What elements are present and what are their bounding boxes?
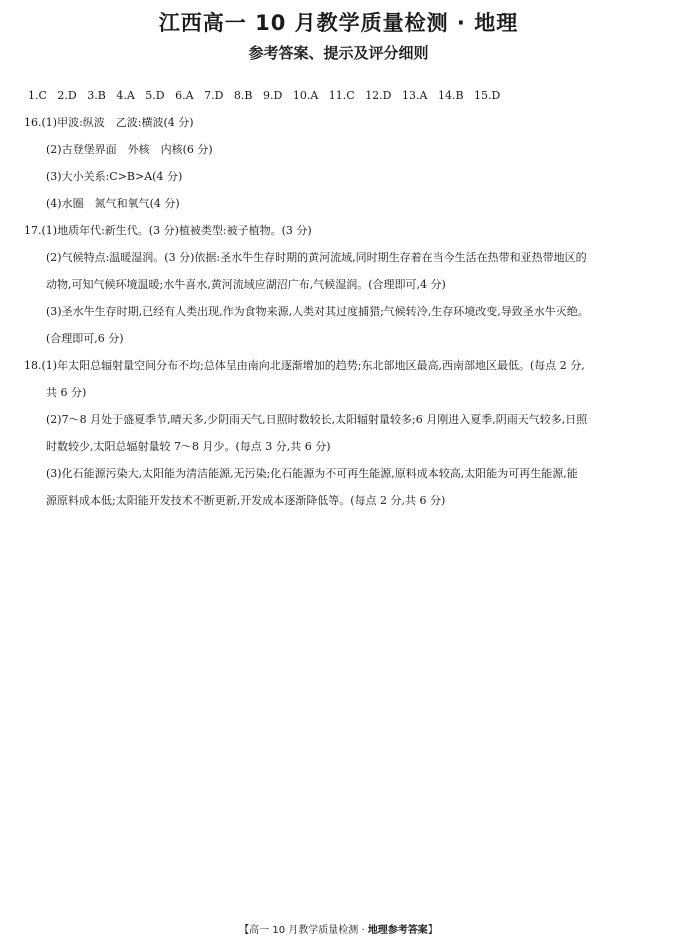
q18-part3-cont: 源原料成本低;太阳能开发技术不断更新,开发成本逐渐降低等。(每点 2 分,共 6 分): [46, 494, 446, 507]
page-footer: [0, 924, 677, 938]
q16-part2: (2)古登堡界面 外核 内核(6 分): [46, 143, 213, 156]
mc-answer: 11.C: [328, 89, 355, 102]
mc-answer: 5.D: [145, 89, 165, 102]
footer-bold: 地理参考答案: [367, 925, 428, 936]
mc-answer: 2.D: [57, 89, 77, 102]
q17-part2-cont: 动物,可知气候环境温暖;水牛喜水,黄河流域应湖沼广布,气候湿润。(合理即可,4 分): [46, 278, 446, 291]
footer-left: 【高一 10 月教学质量检测 ·: [239, 925, 368, 936]
mc-answer: 10.A: [292, 89, 319, 102]
mc-answer: 13.A: [402, 89, 428, 102]
multiple-choice-answers: [28, 88, 507, 104]
mc-answer: 12.D: [365, 89, 392, 102]
mc-answer: 15.D: [474, 89, 501, 102]
q16-part3: (3)大小关系:C>B>A(4 分): [46, 170, 183, 183]
page-subtitle: 参考答案、提示及评分细则: [248, 44, 429, 62]
q16-part1: 16.(1)甲波:纵波 乙波:横波(4 分): [24, 116, 194, 129]
q16-part4: (4)水圈 氮气和氧气(4 分): [46, 197, 180, 210]
q17-part3: (3)圣水牛生存时期,已经有人类出现,作为食物来源,人类对其过度捕猎;气候转冷,生存环境改变,导致圣水牛灭绝。: [46, 305, 589, 318]
mc-answer: 6.A: [175, 89, 194, 102]
mc-answer: 7.D: [204, 89, 224, 102]
q17-part1: 17.(1)地质年代:新生代。(3 分)植被类型:被子植物。(3 分): [24, 224, 312, 237]
mc-answer: 4.A: [116, 89, 135, 102]
q17-part3-cont: (合理即可,6 分): [46, 332, 124, 345]
mc-answer: 3.B: [87, 89, 106, 102]
q17-part2: (2)气候特点:温暖湿润。(3 分)依据:圣水牛生存时期的黄河流域,同时期生存着在当今生活在热带和亚热带地区的: [46, 251, 587, 264]
q18-part2: (2)7～8 月处于盛夏季节,晴天多,少阴雨天气,日照时数较长,太阳辐射量较多;6 月刚进入夏季,阴雨天气较多,日照: [46, 413, 588, 426]
q18-part1: 18.(1)年太阳总辐射量空间分布不均;总体呈由南向北逐渐增加的趋势;东北部地区最高,西南部地区最低。(每点 2 分,: [24, 359, 585, 372]
page-title: 江西高一 10 月教学质量检测 · 地理: [158, 11, 519, 35]
mc-answer: 9.D: [263, 89, 283, 102]
mc-answer: 14.B: [437, 89, 464, 102]
mc-answer: 1.C: [28, 89, 47, 102]
q18-part1-cont: 共 6 分): [46, 386, 87, 399]
footer-right: 】: [427, 925, 438, 936]
q18-part2-cont: 时数较少,太阳总辐射量较 7～8 月少。(每点 3 分,共 6 分): [46, 440, 331, 453]
mc-answer: 8.B: [233, 89, 253, 102]
q18-part3: (3)化石能源污染大,太阳能为清洁能源,无污染;化石能源为不可再生能源,原料成本较高,太阳能为可再生能源,能: [46, 467, 578, 480]
